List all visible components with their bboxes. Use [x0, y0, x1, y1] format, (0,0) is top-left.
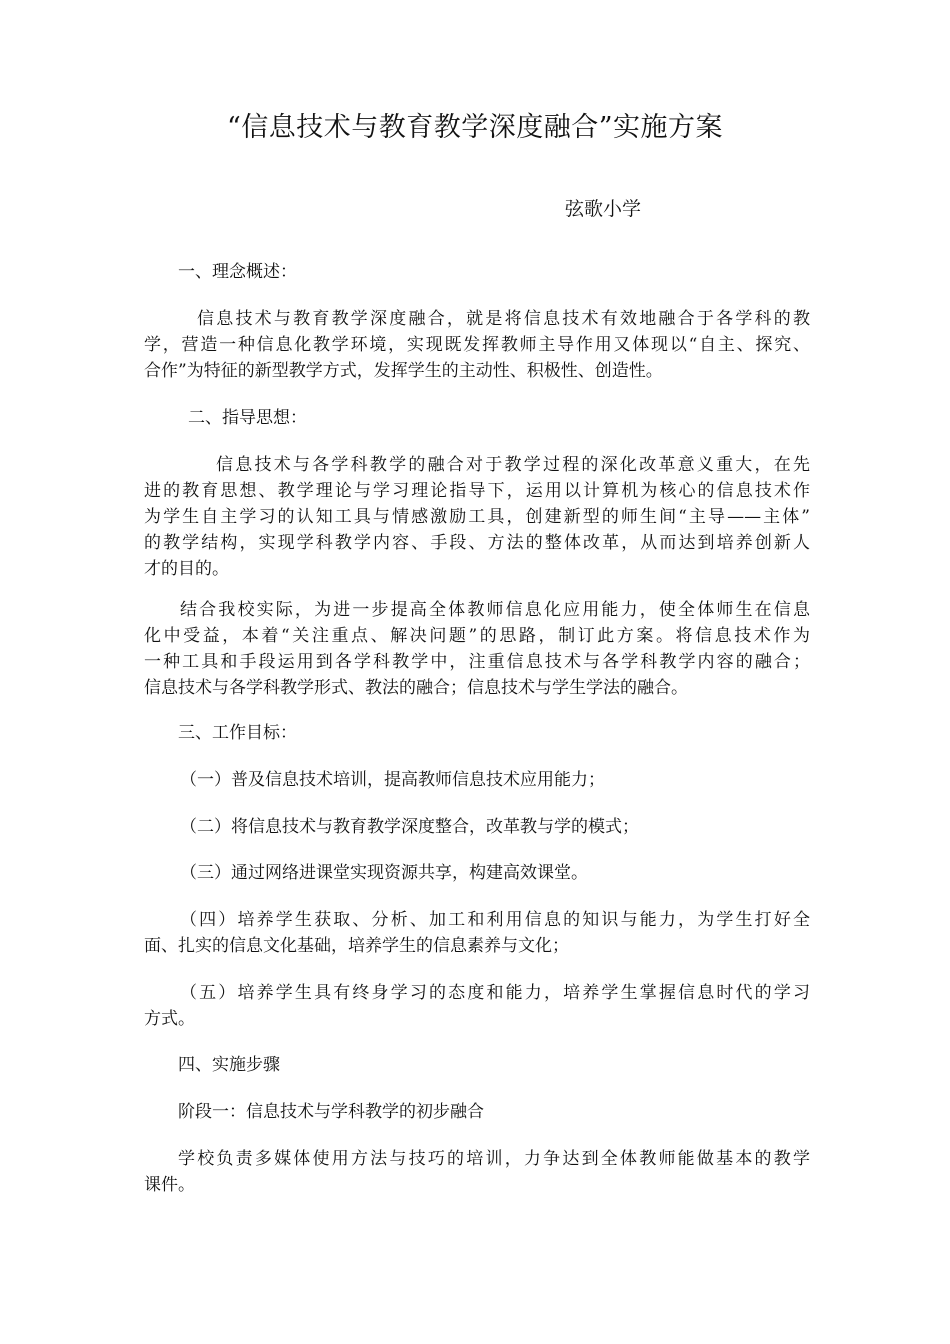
section-heading-4: 四、实施步骤 [178, 1055, 280, 1075]
paragraph-line: 进的教育思想、教学理论与学习理论指导下，运用以计算机为核心的信息技术作 [144, 481, 810, 501]
paragraph-line: 一种工具和手段运用到各学科教学中，注重信息技术与各学科教学内容的融合； [144, 652, 810, 672]
paragraph-line: 合作”为特征的新型教学方式，发挥学生的主动性、积极性、创造性。 [144, 361, 663, 381]
paragraph-line: 信息技术与各学科教学的融合对于教学过程的深化改革意义重大，在先 [216, 455, 810, 475]
section-heading-1: 一、理念概述： [178, 262, 297, 282]
paragraph-line: 课件。 [144, 1175, 195, 1195]
paragraph-line: 为学生自主学习的认知工具与情感激励工具，创建新型的师生间“主导——主体” [144, 507, 810, 527]
paragraph-line: 信息技术与教育教学深度融合，就是将信息技术有效地融合于各学科的教 [197, 309, 810, 329]
goal-item-4-continued: 面、扎实的信息文化基础，培养学生的信息素养与文化； [144, 936, 569, 956]
paragraph-line: 才的目的。 [144, 559, 229, 579]
document-title: “信息技术与教育教学深度融合”实施方案 [226, 112, 724, 143]
paragraph-line: 学校负责多媒体使用方法与技巧的培训，力争达到全体教师能做基本的教学 [178, 1149, 810, 1169]
goal-item-4: （四）培养学生获取、分析、加工和利用信息的知识与能力，为学生打好全 [180, 910, 810, 930]
goal-item-1: （一）普及信息技术培训，提高教师信息技术应用能力； [180, 770, 605, 790]
paragraph-line: 学，营造一种信息化教学环境，实现既发挥教师主导作用又体现以“自主、探究、 [144, 335, 810, 355]
goal-item-2: （二）将信息技术与教育教学深度整合，改革教与学的模式； [180, 817, 639, 837]
section-heading-3: 三、工作目标： [178, 723, 297, 743]
paragraph-line: 信息技术与各学科教学形式、教法的融合；信息技术与学生学法的融合。 [144, 678, 688, 698]
document-author: 弦歌小学 [565, 198, 642, 220]
section-heading-2: 二、指导思想： [188, 408, 307, 428]
stage-heading-1: 阶段一：信息技术与学科教学的初步融合 [178, 1102, 484, 1122]
paragraph-line: 化中受益，本着“关注重点、解决问题”的思路，制订此方案。将信息技术作为 [144, 626, 810, 646]
paragraph-line: 结合我校实际，为进一步提高全体教师信息化应用能力，使全体师生在信息 [180, 600, 810, 620]
goal-item-5: （五）培养学生具有终身学习的态度和能力，培养学生掌握信息时代的学习 [180, 983, 810, 1003]
goal-item-3: （三）通过网络进课堂实现资源共享，构建高效课堂。 [180, 863, 588, 883]
paragraph-line: 的教学结构，实现学科教学内容、手段、方法的整体改革，从而达到培养创新人 [144, 533, 810, 553]
goal-item-5-continued: 方式。 [144, 1009, 195, 1029]
